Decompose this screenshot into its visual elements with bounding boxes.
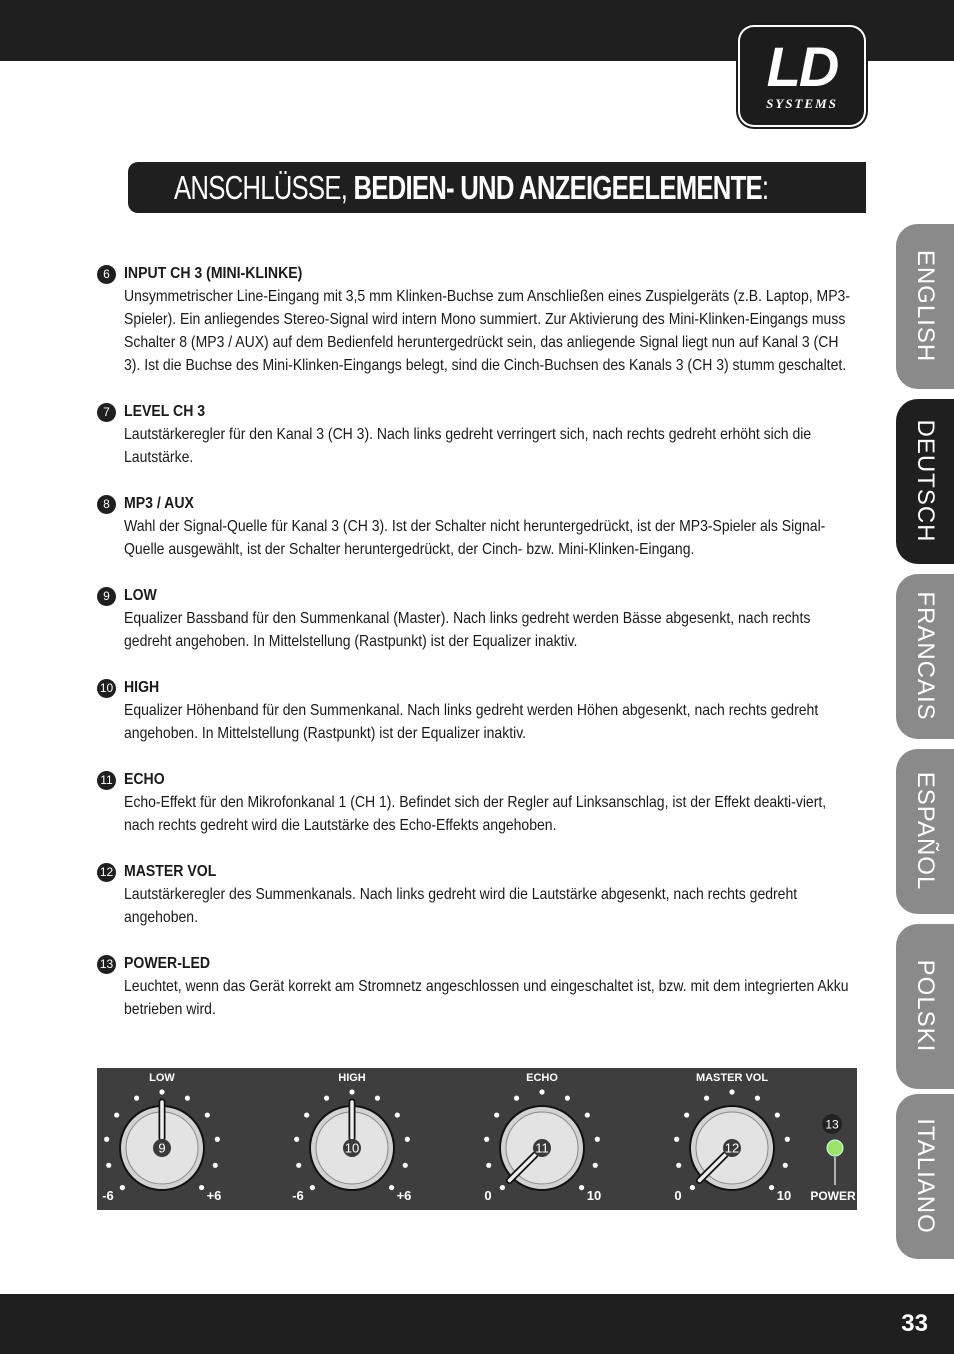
knob-number: 11	[535, 1140, 549, 1156]
scale-dot	[704, 1096, 709, 1101]
scale-dot	[296, 1163, 301, 1168]
scale-dot	[104, 1137, 109, 1142]
item-title: POWER-LED	[124, 955, 211, 972]
scale-dot	[205, 1112, 210, 1117]
knob-min-label: 0	[484, 1188, 492, 1203]
title-bold: BEDIEN- UND ANZEIGEELEMENTE	[353, 169, 762, 206]
title-end: :	[761, 169, 769, 206]
scale-dot	[159, 1089, 164, 1094]
item-number-badge: 12	[97, 863, 116, 882]
item-text: Unsymmetrischer Line-Eingang mit 3,5 mm Klinken-Buchse zum Anschließen eines Zuspielgeräts (z.B. Laptop, MP3-Spieler). Ein anliegendes Stereo-Signal wird intern Mono summiert. Zur Aktivierung des Mini-Klinken-Eingangs muss Schalter 8 (MP3 / AUX) auf dem Bedienfeld heruntergedrückt sein, das anliegende Signal liegt nun auf Kanal 3 (CH 3). Ist die Buchse des Mini-Klinken-Eingangs belegt, sind die Cinch-Buchsen des Kanals 3 (CH 3) stumm geschaltet.	[124, 288, 850, 374]
ld-systems-logo	[740, 27, 864, 125]
knob-min-label: 0	[674, 1188, 682, 1203]
knob-min-label: -6	[292, 1188, 304, 1203]
knob-number: 10	[344, 1140, 360, 1156]
item-title: MASTER VOL	[124, 863, 217, 880]
item-number-badge: 10	[97, 679, 116, 698]
list-item	[97, 952, 857, 1021]
list-item	[97, 262, 857, 377]
list-item	[97, 584, 857, 653]
scale-dot	[185, 1096, 190, 1101]
title-light: ANSCHLÜSSE,	[174, 169, 354, 206]
knob-number: 12	[724, 1140, 740, 1156]
scale-dot	[134, 1096, 139, 1101]
scale-dot	[500, 1185, 505, 1190]
logo-main-text: LD	[766, 35, 838, 98]
item-text: Lautstärkeregler des Summenkanals. Nach links gedreht wird die Lautstärke abgesenkt, nach rechts gedreht angehoben.	[124, 886, 798, 926]
scale-dot	[199, 1185, 204, 1190]
section-title-bar	[128, 162, 866, 213]
tab-label: FRANCAIS	[912, 591, 939, 721]
item-text: Equalizer Bassband für den Summenkanal (Master). Nach links gedreht werden Bässe abgesenkt, nach rechts gedreht angehoben. In Mittelstellung (Rastpunkt) ist der Equalizer inaktiv.	[124, 610, 811, 650]
scale-dot	[539, 1089, 544, 1094]
knob-min-label: -6	[102, 1188, 114, 1203]
scale-dot	[349, 1089, 354, 1094]
tab-label: POLSKI	[912, 959, 939, 1053]
tab-francais[interactable]	[896, 574, 954, 739]
content-list	[97, 262, 857, 1044]
tab-espanol[interactable]	[896, 749, 954, 914]
scale-dot	[389, 1185, 394, 1190]
list-item	[97, 768, 857, 837]
knob-label: MASTER VOL	[695, 1072, 769, 1084]
scale-dot	[674, 1137, 679, 1142]
scale-dot	[215, 1137, 220, 1142]
scale-dot	[405, 1137, 410, 1142]
scale-dot	[690, 1185, 695, 1190]
scale-dot	[114, 1112, 119, 1117]
scale-dot	[684, 1112, 689, 1117]
power-label: POWER	[810, 1189, 856, 1203]
scale-dot	[213, 1163, 218, 1168]
item-title: HIGH	[124, 679, 160, 696]
tab-label: ITALIANO	[912, 1118, 939, 1234]
item-number-badge: 6	[97, 265, 116, 284]
tab-label: ENGLISH	[912, 249, 939, 363]
list-item	[97, 400, 857, 469]
item-text: Wahl der Signal-Quelle für Kanal 3 (CH 3). Ist der Schalter nicht heruntergedrückt, ist der MP3-Spieler als Signal-Quelle ausgewählt, ist der Schalter heruntergedrückt, der Cinch- bzw. Mini-Klinken-Eingang.	[124, 518, 826, 558]
tab-label: DEUTSCH	[912, 419, 939, 543]
knob-max-label: +6	[206, 1188, 222, 1203]
scale-dot	[375, 1096, 380, 1101]
item-title: MP3 / AUX	[124, 495, 194, 512]
list-item	[97, 860, 857, 929]
item-number-badge: 13	[97, 955, 116, 974]
knob-label: HIGH	[338, 1072, 366, 1084]
control-panel-illustration	[97, 1068, 857, 1210]
item-number-badge: 11	[97, 771, 116, 790]
item-text: Equalizer Höhenband für den Summenkanal. Nach links gedreht werden Höhen abgesenkt, nach rechts gedreht angehoben. In Mittelstellung (Rastpunkt) ist der Equalizer inaktiv.	[124, 702, 819, 742]
scale-dot	[120, 1185, 125, 1190]
tab-english[interactable]	[896, 224, 954, 389]
scale-dot	[769, 1185, 774, 1190]
knob-label: LOW	[149, 1072, 175, 1084]
scale-dot	[579, 1185, 584, 1190]
knob-label: ECHO	[526, 1072, 558, 1084]
scale-dot	[395, 1112, 400, 1117]
scale-dot	[304, 1112, 309, 1117]
knob-max-label: 10	[586, 1188, 602, 1203]
logo-sub-text: SYSTEMS	[766, 96, 838, 111]
item-text: Echo-Effekt für den Mikrofonkanal 1 (CH 1). Befindet sich der Regler auf Linksanschlag, ist der Effekt deakti-viert, nach rechts gedreht wird die Lautstärke des Echo-Effekts angehoben.	[124, 794, 827, 834]
scale-dot	[403, 1163, 408, 1168]
item-number-badge: 7	[97, 403, 116, 422]
scale-dot	[486, 1163, 491, 1168]
control-panel-svg	[97, 1068, 857, 1210]
list-item	[97, 492, 857, 561]
scale-dot	[593, 1163, 598, 1168]
scale-dot	[755, 1096, 760, 1101]
scale-dot	[565, 1096, 570, 1101]
item-number-badge: 8	[97, 495, 116, 514]
page-title	[174, 170, 768, 206]
led-number: 13	[825, 1117, 839, 1132]
scale-dot	[585, 1112, 590, 1117]
scale-dot	[783, 1163, 788, 1168]
scale-dot	[494, 1112, 499, 1117]
item-title: LOW	[124, 587, 157, 604]
scale-dot	[514, 1096, 519, 1101]
knob-max-label: +6	[396, 1188, 412, 1203]
item-text: Lautstärkeregler für den Kanal 3 (CH 3). Nach links gedreht verringert sich, nach rechts gedreht erhöht sich die Lautstärke.	[124, 426, 812, 466]
tab-italiano[interactable]	[896, 1094, 954, 1259]
knob-number: 9	[158, 1140, 166, 1156]
scale-dot	[595, 1137, 600, 1142]
list-item	[97, 676, 857, 745]
scale-dot	[676, 1163, 681, 1168]
bottom-bar	[0, 1294, 954, 1354]
scale-dot	[484, 1137, 489, 1142]
tab-label: ESPAÑOL	[912, 771, 939, 891]
item-title: INPUT CH 3 (MINI-KLINKE)	[124, 265, 303, 282]
scale-dot	[729, 1089, 734, 1094]
page-number: 33	[901, 1310, 928, 1337]
tab-polski[interactable]	[896, 924, 954, 1089]
item-title: LEVEL CH 3	[124, 403, 206, 420]
item-number-badge: 9	[97, 587, 116, 606]
scale-dot	[106, 1163, 111, 1168]
scale-dot	[785, 1137, 790, 1142]
scale-dot	[310, 1185, 315, 1190]
knob-max-label: 10	[776, 1188, 792, 1203]
tab-deutsch[interactable]	[896, 399, 954, 564]
scale-dot	[775, 1112, 780, 1117]
scale-dot	[324, 1096, 329, 1101]
item-title: ECHO	[124, 771, 165, 788]
power-led-icon	[827, 1140, 843, 1156]
item-text: Leuchtet, wenn das Gerät korrekt am Stromnetz angeschlossen und eingeschaltet ist, bzw. mit dem integrierten Akku betrieben wird.	[124, 978, 849, 1018]
scale-dot	[294, 1137, 299, 1142]
